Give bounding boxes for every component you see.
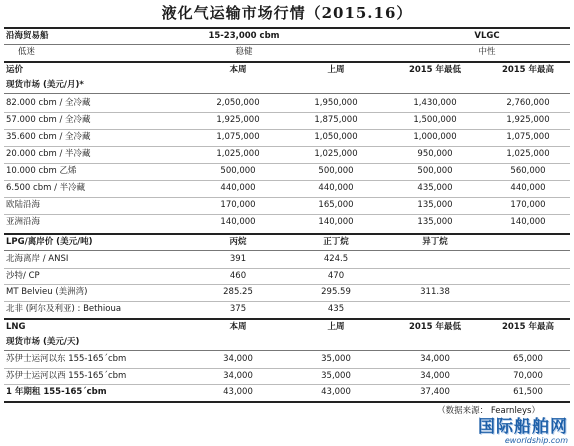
neutral-label: 中性 [478, 47, 496, 57]
table-cell: 950,000 [417, 149, 453, 159]
table-cell: 43,000 [321, 387, 351, 397]
site-watermark [478, 418, 568, 445]
spot-market-label: 现货市场 (美元/月)* [6, 80, 84, 90]
table-cell: 1,925,000 [216, 115, 260, 125]
col-last-week: 上周 [327, 65, 345, 75]
table-cell: 1,025,000 [506, 149, 550, 159]
col-propane: 丙烷 [229, 237, 247, 247]
watermark-en: eworldship.com [504, 436, 568, 445]
col-butane: 正丁烷 [323, 237, 349, 247]
divider [4, 401, 570, 403]
row-label: 北非 (阿尔及利亚) : Bethioua [6, 303, 122, 314]
row-label: 57.000 cbm / 全冷藏 [6, 115, 91, 125]
table-cell: 140,000 [220, 217, 256, 227]
table-cell: 1,430,000 [413, 98, 457, 108]
table-cell: 2,050,000 [216, 98, 260, 108]
row-label: 苏伊士运河以西 155-165´cbm [6, 370, 127, 381]
lng-spot-market-label: 现货市场 (美元/天) [6, 337, 80, 347]
table-cell: 1,075,000 [216, 132, 260, 142]
lpg-label: LPG/离岸价 (美元/吨) [6, 237, 93, 247]
table-row [4, 252, 570, 267]
table-row [4, 385, 570, 400]
table-cell: 140,000 [318, 217, 354, 227]
table-cell: 1,000,000 [413, 132, 457, 142]
table-cell: 391 [229, 254, 247, 264]
table-cell: 1,500,000 [413, 115, 457, 125]
table-cell: 135,000 [417, 217, 453, 227]
table-cell: 470 [327, 270, 345, 281]
table-cell: 500,000 [220, 166, 256, 176]
table-cell: 440,000 [220, 183, 256, 193]
row-label: 亚洲沿海 [6, 217, 41, 227]
table-row [4, 369, 570, 384]
table-row [4, 147, 570, 162]
table-cell: 440,000 [318, 183, 354, 193]
table-row [4, 285, 570, 300]
sentiment-row [4, 45, 570, 60]
table-row [4, 130, 570, 145]
row-label: 1 年期租 155-165´cbm [6, 387, 107, 397]
lng-header-row [4, 320, 570, 335]
table-cell: 34,000 [420, 370, 450, 381]
table-cell: 560,000 [510, 166, 546, 176]
table-row [4, 269, 570, 284]
table-cell: 311.38 [420, 287, 450, 297]
table-row [4, 113, 570, 128]
table-row [4, 302, 570, 317]
watermark-cn: 国际船舶网 [478, 417, 568, 437]
row-label: 6.500 cbm / 半冷藏 [6, 183, 86, 193]
table-cell: 165,000 [318, 200, 354, 210]
table-cell: 37,400 [420, 387, 450, 397]
table-cell: 285.25 [223, 287, 253, 297]
header-row [4, 29, 570, 44]
data-source: （数据来源： Fearnleys） [437, 406, 540, 416]
table-cell: 375 [229, 303, 247, 314]
page-title: 液化气运输市场行情（2015.16） [161, 4, 413, 22]
table-cell: 1,050,000 [314, 132, 358, 142]
divider [4, 93, 570, 94]
col-2015-low: 2015 年最低 [408, 65, 462, 75]
table-cell: 170,000 [220, 200, 256, 210]
table-cell: 435,000 [417, 183, 453, 193]
col-2015-low: 2015 年最低 [408, 322, 462, 332]
table-cell: 500,000 [318, 166, 354, 176]
divider [4, 250, 570, 251]
table-cell: 34,000 [223, 354, 253, 364]
table-cell: 1,075,000 [506, 132, 550, 142]
row-label: 10.000 cbm 乙烯 [6, 166, 77, 176]
size-label: 15-23,000 cbm [208, 31, 280, 41]
col-2015-high: 2015 年最高 [501, 65, 555, 75]
table-cell: 295.59 [321, 287, 351, 297]
col-isobutane: 异丁烷 [422, 237, 448, 247]
low-label: 低迷 [18, 47, 36, 57]
table-cell: 1,025,000 [314, 149, 358, 159]
table-cell: 435 [327, 303, 345, 314]
table-cell: 43,000 [223, 387, 253, 397]
lpg-header-row [4, 235, 570, 250]
row-label: 苏伊士运河以东 155-165´cbm [6, 354, 127, 364]
table-cell: 1,875,000 [314, 115, 358, 125]
table-cell: 61,500 [513, 387, 543, 397]
table-cell: 500,000 [417, 166, 453, 176]
table-cell: 140,000 [510, 217, 546, 227]
row-label: 82.000 cbm / 全冷藏 [6, 98, 91, 108]
table-cell: 1,025,000 [216, 149, 260, 159]
col-this-week: 本周 [229, 65, 247, 75]
spot-label-row [4, 78, 570, 93]
route-label: 沿海贸易船 [6, 31, 49, 41]
vlgc-label: VLGC [474, 31, 500, 41]
lng-spot-label-row [4, 335, 570, 350]
row-label: 沙特/ CP [6, 270, 40, 281]
table-row [4, 198, 570, 213]
table-cell: 1,950,000 [314, 98, 358, 108]
table-cell: 34,000 [223, 370, 253, 381]
lng-label: LNG [6, 322, 26, 332]
row-label: MT Belvieu (美洲湾) [6, 287, 88, 297]
table-row [4, 96, 570, 111]
row-label: 35.600 cbm / 全冷藏 [6, 132, 91, 142]
table-row [4, 181, 570, 196]
table-row [4, 215, 570, 230]
col-last-week: 上周 [327, 322, 345, 332]
table-cell: 35,000 [321, 354, 351, 364]
rates-header-row [4, 63, 570, 78]
col-this-week: 本周 [229, 322, 247, 332]
table-cell: 35,000 [321, 370, 351, 381]
table-cell: 34,000 [420, 354, 450, 364]
row-label: 欧陆沿海 [6, 200, 41, 210]
table-cell: 440,000 [510, 183, 546, 193]
rates-label: 运价 [6, 65, 24, 75]
row-label: 20.000 cbm / 半冷藏 [6, 149, 91, 159]
table-cell: 70,000 [513, 370, 543, 381]
table-cell: 2,760,000 [506, 98, 550, 108]
stable-label: 稳健 [235, 47, 253, 57]
table-row [4, 164, 570, 179]
table-cell: 1,925,000 [506, 115, 550, 125]
table-cell: 65,000 [513, 354, 543, 364]
table-cell: 135,000 [417, 200, 453, 210]
divider [4, 350, 570, 351]
table-cell: 170,000 [510, 200, 546, 210]
table-cell: 460 [229, 270, 247, 281]
table-cell: 424.5 [323, 254, 349, 264]
row-label: 北海离岸 / ANSI [6, 254, 69, 264]
table-row [4, 352, 570, 367]
col-2015-high: 2015 年最高 [501, 322, 555, 332]
